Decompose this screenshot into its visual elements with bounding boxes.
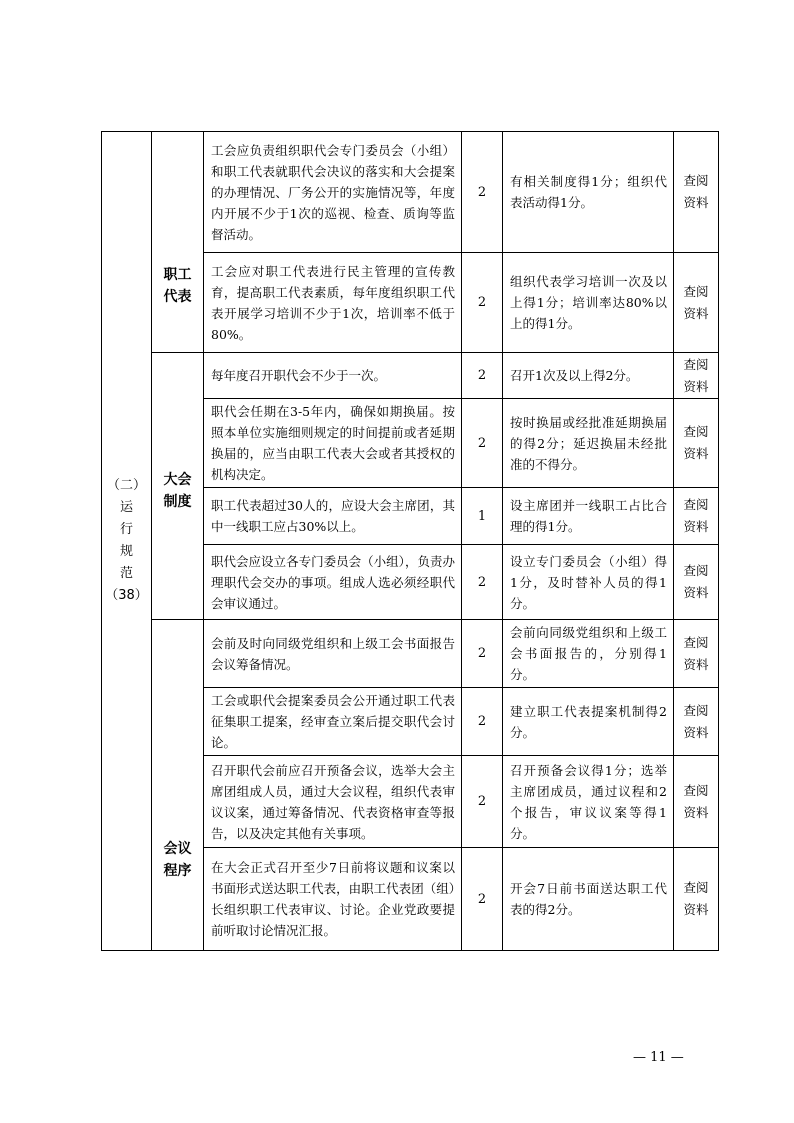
- criteria-cell: 开会7日前书面送达职工代表的得2分。: [503, 848, 674, 951]
- score-cell: 2: [462, 399, 503, 488]
- criteria-cell: 设立专门委员会（小组）得1分，及时替补人员的得1分。: [503, 545, 674, 620]
- requirement-cell: 召开职代会前应召开预备会议，选举大会主席团组成人员，通过大会议程，组织代表审议议案，通过筹备情况、代表资格审查等报告，以及决定其他有关事项。: [204, 756, 462, 848]
- method-label: 查阅: [683, 173, 709, 188]
- method-label: 查阅: [683, 283, 709, 299]
- category-line1: （二）: [106, 478, 146, 493]
- score-cell: 2: [462, 253, 503, 353]
- criteria-cell: 召开1次及以上得2分。: [503, 353, 674, 399]
- criteria-cell: 组织代表学习培训一次及以上得1分；培训率达80%以上的得1分。: [503, 253, 674, 353]
- criteria-cell: 会前向同级党组织和上级工会书面报告的，分别得1分。: [503, 620, 674, 688]
- subcategory-label: 代表: [163, 289, 192, 305]
- category-char: 行: [119, 522, 133, 537]
- criteria-cell: 建立职工代表提案机制得2分。: [503, 688, 674, 756]
- category-char: 范: [119, 566, 133, 581]
- score-cell: 2: [462, 688, 503, 756]
- category-cell: [102, 132, 152, 951]
- subcategory-label: 会议: [163, 841, 192, 857]
- method-label: 查阅: [683, 702, 709, 718]
- method-label: 资料: [683, 902, 709, 917]
- method-label: 资料: [683, 446, 709, 461]
- method-cell: [674, 488, 719, 545]
- subcategory-label: 职工: [163, 267, 192, 283]
- table-row: [102, 353, 719, 399]
- method-label: 查阅: [683, 563, 709, 578]
- requirement-cell: 每年度召开职代会不少于一次。: [204, 353, 462, 399]
- requirement-cell: 职代会应设立各专门委员会（小组），负责办理职代会交办的事项。组成人选必须经职代会审议通过。: [204, 545, 462, 620]
- score-cell: 2: [462, 132, 503, 253]
- subcategory-label: 制度: [163, 494, 192, 510]
- method-label: 资料: [683, 519, 709, 534]
- category-char: 规: [119, 544, 133, 559]
- method-cell: [674, 353, 719, 399]
- method-label: 资料: [683, 305, 709, 321]
- criteria-cell: 有相关制度得1分；组织代表活动得1分。: [503, 132, 674, 253]
- criteria-cell: 按时换届或经批准延期换届的得2分；延迟换届未经批准的不得分。: [503, 399, 674, 488]
- page-number: — 11 —: [633, 1050, 684, 1065]
- subcategory-cell: [152, 132, 204, 353]
- method-cell: [674, 132, 719, 253]
- method-label: 资料: [683, 724, 709, 740]
- method-cell: [674, 545, 719, 620]
- method-cell: [674, 688, 719, 756]
- requirement-cell: 工会应对职工代表进行民主管理的宣传教育，提高职工代表素质，每年度组织职工代表开展学习培训不少于1次，培训率不低于80%。: [204, 253, 462, 353]
- method-label: 查阅: [683, 634, 709, 650]
- method-cell: [674, 756, 719, 848]
- criteria-cell: 召开预备会议得1分；选举主席团成员，通过议程和2个报告，审议议案等得1分。: [503, 756, 674, 848]
- category-char: 运: [119, 500, 133, 515]
- table-row: [102, 620, 719, 688]
- method-label: 查阅: [683, 497, 709, 512]
- method-label: 资料: [683, 195, 709, 210]
- score-cell: 2: [462, 756, 503, 848]
- subcategory-cell: [152, 620, 204, 951]
- method-cell: [674, 848, 719, 951]
- subcategory-cell: [152, 353, 204, 620]
- method-cell: [674, 620, 719, 688]
- score-cell: 1: [462, 488, 503, 545]
- evaluation-table-body: [102, 132, 719, 951]
- method-label: 查阅: [683, 880, 709, 895]
- score-cell: 2: [462, 848, 503, 951]
- method-label: 资料: [683, 804, 709, 820]
- method-label: 查阅: [683, 782, 709, 798]
- requirement-cell: 工会应负责组织职代会专门委员会（小组）和职工代表就职代会决议的落实和大会提案的办理情况、厂务公开的实施情况等，年度内开展不少于1次的巡视、检查、质询等监督活动。: [204, 132, 462, 253]
- table-row: [102, 132, 719, 253]
- requirement-cell: 工会或职代会提案委员会公开通过职工代表征集职工提案，经审查立案后提交职代会讨论。: [204, 688, 462, 756]
- method-label: 查阅: [683, 356, 709, 372]
- method-label: 资料: [683, 656, 709, 672]
- subcategory-label: 程序: [163, 863, 192, 879]
- requirement-cell: 在大会正式召开至少7日前将议题和议案以书面形式送达职工代表，由职工代表团（组）长组织职工代表审议、讨论。企业党政要提前听取讨论情况汇报。: [204, 848, 462, 951]
- score-cell: 2: [462, 545, 503, 620]
- method-label: 查阅: [683, 424, 709, 439]
- method-label: 资料: [683, 378, 709, 394]
- category-score: （38）: [105, 588, 148, 603]
- method-label: 资料: [683, 585, 709, 600]
- score-cell: 2: [462, 353, 503, 399]
- method-cell: [674, 253, 719, 353]
- evaluation-table: [101, 131, 719, 951]
- subcategory-label: 大会: [163, 472, 192, 488]
- method-cell: [674, 399, 719, 488]
- requirement-cell: 会前及时向同级党组织和上级工会书面报告会议筹备情况。: [204, 620, 462, 688]
- criteria-cell: 设主席团并一线职工占比合理的得1分。: [503, 488, 674, 545]
- requirement-cell: 职工代表超过30人的，应设大会主席团，其中一线职工应占30%以上。: [204, 488, 462, 545]
- requirement-cell: 职代会任期在3-5年内，确保如期换届。按照本单位实施细则规定的时间提前或者延期换届的，应当由职工代表大会或者其授权的机构决定。: [204, 399, 462, 488]
- score-cell: 2: [462, 620, 503, 688]
